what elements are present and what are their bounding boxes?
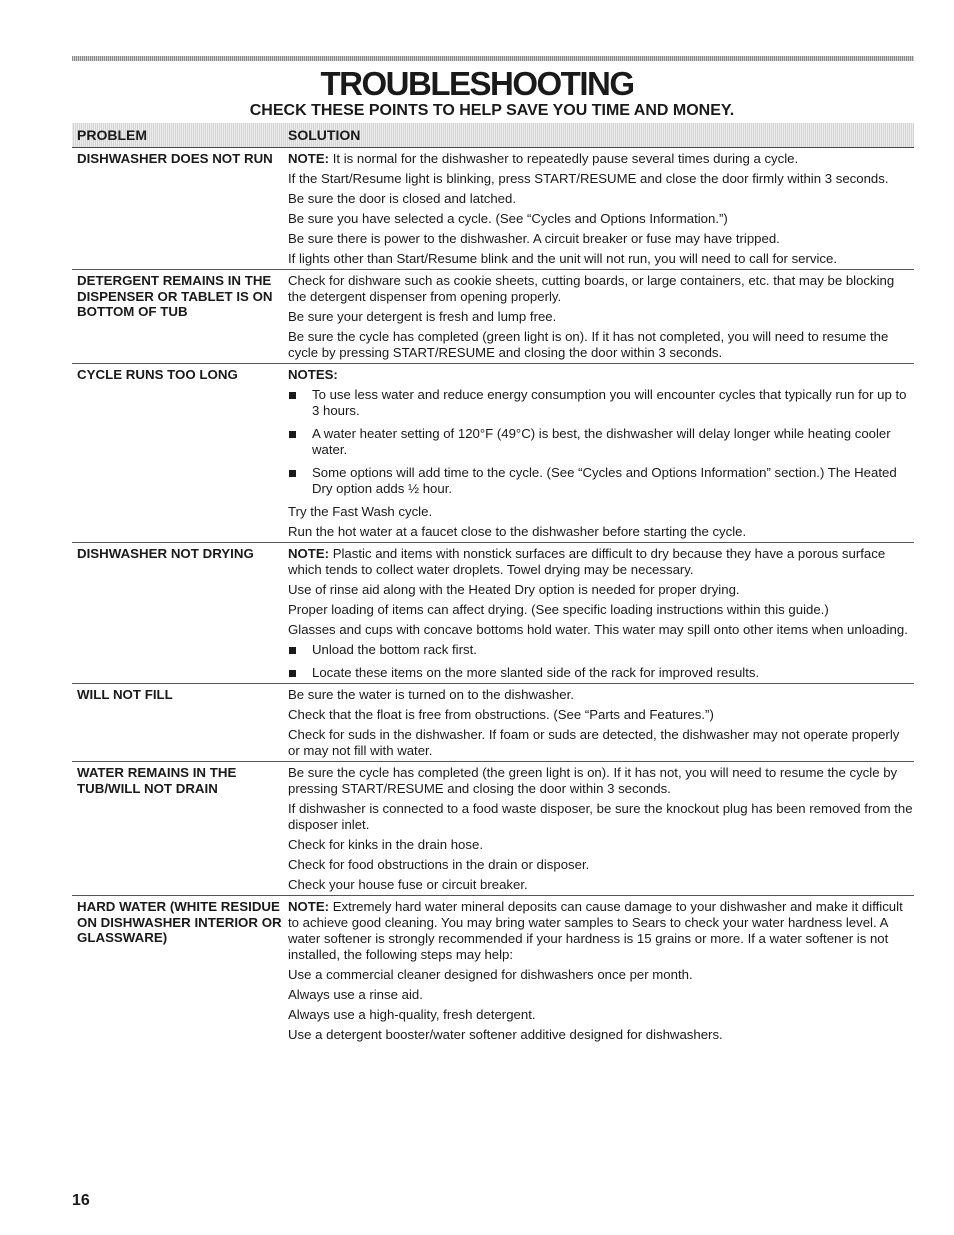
bullet-item (288, 665, 914, 681)
bullet-text: Locate these items on the more slanted side of the rack for improved results. (312, 665, 760, 680)
table-row (72, 684, 914, 762)
solution-item: Check for food obstructions in the drain or disposer. (288, 857, 590, 872)
bullet-text: A water heater setting of 120°F (49°C) is best, the dishwasher will delay longer while heating cooler water. (312, 426, 891, 457)
square-bullet-icon (289, 670, 296, 677)
solution-item: Run the hot water at a faucet close to the dishwasher before starting the cycle. (288, 524, 747, 539)
troubleshooting-table (72, 123, 914, 1045)
solution-cell (288, 546, 914, 681)
solution-item: If the Start/Resume light is blinking, press START/RESUME and close the door firmly within 3 seconds. (288, 171, 889, 186)
problem-cell: DETERGENT REMAINS IN THE DISPENSER OR TABLET IS ON BOTTOM OF TUB (77, 273, 273, 319)
solution-item: Check that the float is free from obstructions. (See “Parts and Features.”) (288, 707, 714, 722)
solution-item: Always use a high-quality, fresh detergent. (288, 1007, 536, 1022)
solution-item: Be sure you have selected a cycle. (See “Cycles and Options Information.”) (288, 211, 728, 226)
page-number: 16 (72, 1192, 90, 1209)
solution-item (288, 151, 914, 167)
header-problem: PROBLEM (77, 127, 147, 143)
solution-item: Try the Fast Wash cycle. (288, 504, 433, 519)
note-label: NOTE: (288, 151, 330, 166)
solution-item: Check for dishware such as cookie sheets, cutting boards, or large containers, etc. that may be blocking the detergent dispenser from opening properly. (288, 273, 895, 304)
solution-item: Be sure the cycle has completed (the green light is on). If it has not, you will need to resume the cycle by pressing START/RESUME and closing the door within 3 seconds. (288, 765, 898, 796)
solution-item: Use of rinse aid along with the Heated Dry option is needed for proper drying. (288, 582, 740, 597)
solution-item: Be sure the cycle has completed (green light is on). If it has not completed, you will need to resume the cycle by pressing START/RESUME and closing the door within 3 seconds. (288, 329, 889, 360)
bullet-item (288, 465, 914, 497)
problem-cell: DISHWASHER NOT DRYING (77, 546, 254, 561)
table-row (72, 896, 914, 1045)
table-row (72, 543, 914, 684)
solution-text: Extremely hard water mineral deposits can cause damage to your dishwasher and make it difficult to achieve good cleaning. You may bring water samples to Sears to check your water hardness level. A water softener is strongly recommended if your hardness is 15 grains or more. If a water softener is not installed, the following steps may help: (288, 899, 903, 962)
solution-item: Be sure your detergent is fresh and lump free. (288, 309, 557, 324)
problem-cell: WILL NOT FILL (77, 687, 173, 702)
solution-cell (288, 151, 914, 267)
table-row (72, 148, 914, 270)
table-row (72, 270, 914, 364)
solution-item: Use a detergent booster/water softener additive designed for dishwashers. (288, 1027, 723, 1042)
bullet-item (288, 426, 914, 458)
solution-text: Plastic and items with nonstick surfaces are difficult to dry because they have a porous surface which tends to collect water droplets. Towel drying may be necessary. (288, 546, 886, 577)
solution-cell (288, 687, 914, 759)
square-bullet-icon (289, 431, 296, 438)
solution-item: If dishwasher is connected to a food waste disposer, be sure the knockout plug has been removed from the disposer inlet. (288, 801, 913, 832)
problem-cell: WATER REMAINS IN THE TUB/WILL NOT DRAIN (77, 765, 237, 796)
table-row (72, 364, 914, 543)
solution-cell (288, 765, 914, 893)
page-subtitle: CHECK THESE POINTS TO HELP SAVE YOU TIME AND MONEY. (249, 102, 735, 119)
solution-cell (288, 899, 914, 1043)
solution-item: Be sure the water is turned on to the dishwasher. (288, 687, 574, 702)
solution-item: Check for suds in the dishwasher. If foam or suds are detected, the dishwasher may not operate properly or may not fill with water. (288, 727, 900, 758)
note-label: NOTE: (288, 546, 330, 561)
header-solution: SOLUTION (288, 127, 361, 143)
square-bullet-icon (289, 470, 296, 477)
table-row (72, 762, 914, 896)
note-label: NOTE: (288, 899, 330, 914)
problem-cell: DISHWASHER DOES NOT RUN (77, 151, 273, 166)
top-rule (72, 56, 914, 61)
solution-text: It is normal for the dishwasher to repeatedly pause several times during a cycle. (332, 151, 799, 166)
notes-label: NOTES: (288, 367, 338, 382)
bullet-item (288, 642, 914, 658)
table-header (72, 123, 914, 148)
solution-cell (288, 367, 914, 540)
bullet-text: Some options will add time to the cycle. (See “Cycles and Options Information” section.) The Heated Dry option adds ½ hour. (312, 465, 897, 496)
solution-item: Be sure there is power to the dishwasher. A circuit breaker or fuse may have tripped. (288, 231, 780, 246)
solution-item: Use a commercial cleaner designed for dishwashers once per month. (288, 967, 693, 982)
solution-item: Be sure the door is closed and latched. (288, 191, 516, 206)
solution-item (288, 546, 914, 578)
solution-item: Always use a rinse aid. (288, 987, 423, 1002)
solution-item: Check for kinks in the drain hose. (288, 837, 483, 852)
solution-item: If lights other than Start/Resume blink and the unit will not run, you will need to call for service. (288, 251, 838, 266)
bullet-item (288, 387, 914, 419)
solution-item: Glasses and cups with concave bottoms hold water. This water may spill onto other items when unloading. (288, 622, 908, 637)
solution-item (288, 899, 914, 963)
square-bullet-icon (289, 647, 296, 654)
square-bullet-icon (289, 392, 296, 399)
bullet-text: To use less water and reduce energy consumption you will encounter cycles that typically run for up to 3 hours. (312, 387, 907, 418)
solution-cell (288, 273, 914, 361)
solution-item: Proper loading of items can affect drying. (See specific loading instructions within this guide.) (288, 602, 829, 617)
page-title: TROUBLESHOOTING (320, 65, 634, 102)
problem-cell: HARD WATER (WHITE RESIDUE ON DISHWASHER INTERIOR OR GLASSWARE) (77, 899, 282, 945)
bullet-text: Unload the bottom rack first. (312, 642, 477, 657)
problem-cell: CYCLE RUNS TOO LONG (77, 367, 238, 382)
solution-item: Check your house fuse or circuit breaker. (288, 877, 528, 892)
